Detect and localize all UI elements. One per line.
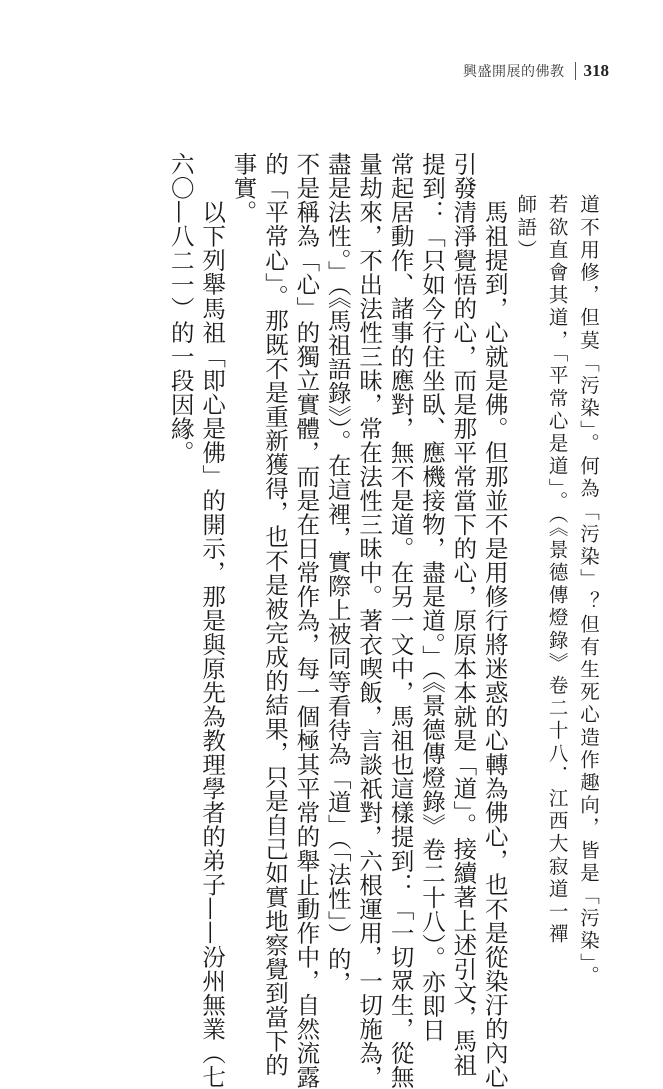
paragraph-first-line: 以下列舉馬祖「即心是佛」的開示，那是與原先為教理學者的弟子——汾州無業（七: [198, 200, 227, 1089]
quote-line: 道不用修，但莫「污染」。何為「污染」？但有生死心造作趣向，皆是「污染」。: [577, 194, 600, 989]
page-number: 318: [583, 61, 609, 80]
quote-line: 師語）: [514, 194, 538, 262]
paragraph-line: 盡是法性。」（《馬祖語錄》）。在這裡，實際上被同等看待為「道」（「法性」）的，: [323, 152, 352, 995]
paragraph-line: 常起居動作、諸事的應對，無不是道。在另一文中，馬祖也這樣提到：「一切眾生，從無: [386, 152, 415, 1089]
paragraph-line: 的「平常心」。那既不是重新獲得，也不是被完成的結果，只是自己如實地察覺到當下的: [260, 152, 289, 1078]
paragraph-first-line: 馬祖提到，心就是佛。但那並不是用修行將迷惑的心轉為佛心，也不是從染汙的內心: [480, 200, 509, 1089]
paragraph-line: 事實。: [229, 152, 258, 225]
quote-line: 若欲直會其道，「平常心是道」。（《景德傳燈錄》卷二十八．江西大寂道一禪: [545, 194, 569, 946]
vertical-text-body: [118, 152, 604, 1089]
header-divider: [575, 62, 576, 80]
paragraph-line: 量劫來，不出法性三昧，常在法性三昧中。著衣喫飯，言談祇對，六根運用，一切施為，: [355, 152, 384, 1089]
paragraph-line: 不是稱為「心」的獨立實體，而是在日常作為，每一個極其平常的舉止動作中，自然流露: [292, 152, 321, 1089]
paragraph-line: 引發清淨覺悟的心，而是那平常當下的心，原原本本就是「道」。接續著上述引文，馬祖: [449, 152, 478, 1078]
paragraph-line: 提到：「只如今行住坐臥、應機接物，盡是道。」（《景德傳燈錄》卷二十八）。亦即日: [417, 152, 446, 1042]
book-title: 興盛開展的佛教: [463, 64, 565, 80]
paragraph-line: 六〇—八二一）的一段因緣。: [166, 152, 195, 465]
running-header: [463, 58, 609, 84]
